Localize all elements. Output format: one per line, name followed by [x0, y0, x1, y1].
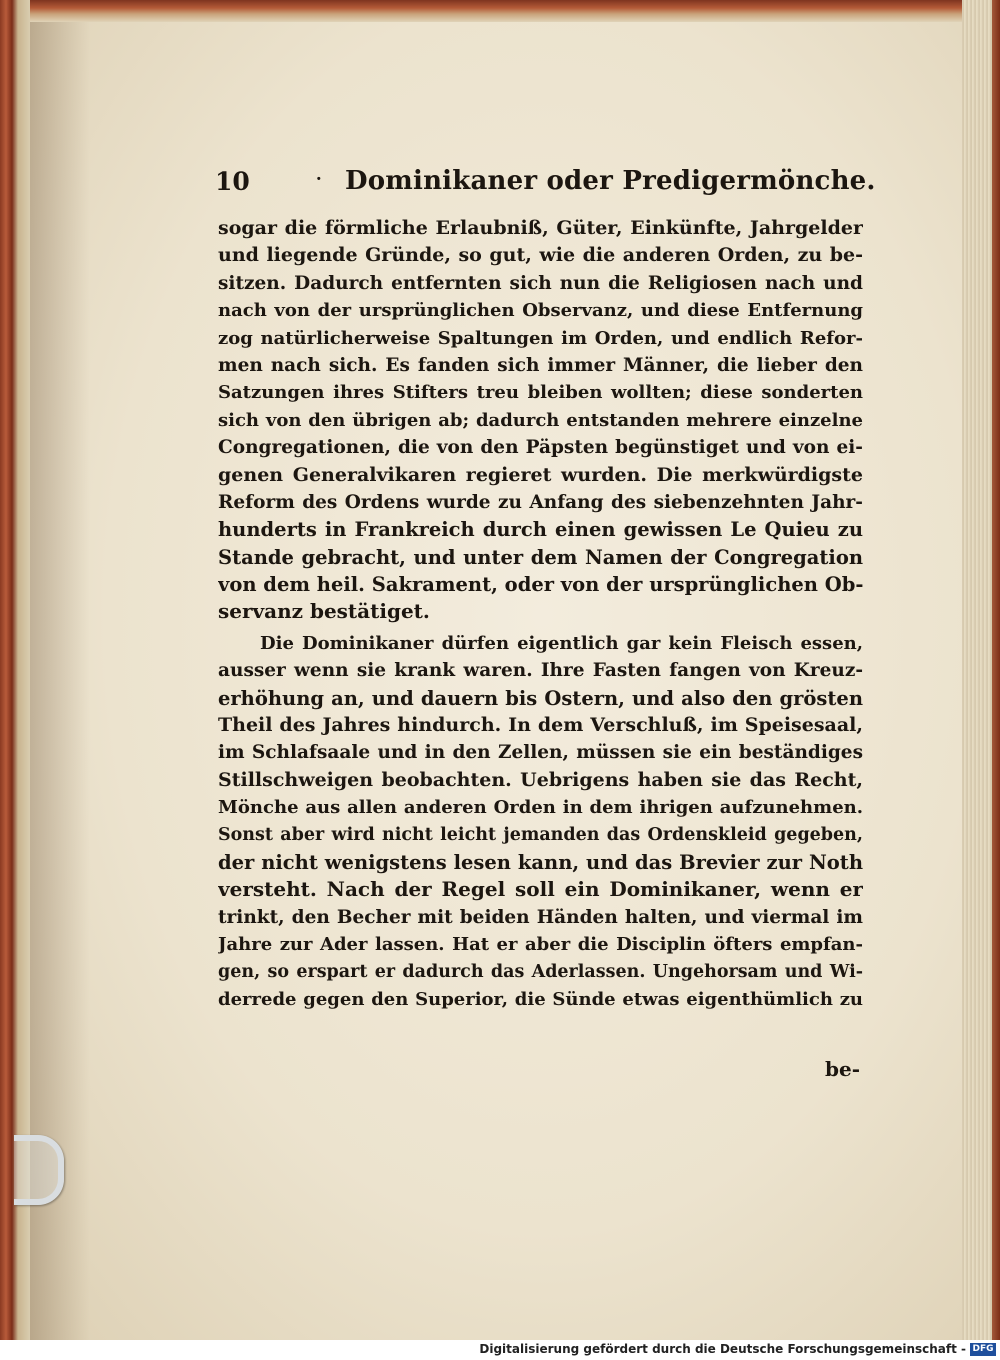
- text-line: zog natürlicherweise Spaltungen im Orden, und endlich Refor-: [218, 327, 863, 349]
- text-line: der nicht wenigstens lesen kann, und das Brevier zur Noth: [218, 850, 863, 874]
- text-line: trinkt, den Becher mit beiden Händen halten, und viermal im: [218, 906, 863, 928]
- text-line: sitzen. Dadurch entfernten sich nun die Religiosen nach und: [218, 272, 863, 294]
- text-line: Die Dominikaner dürfen eigentlich gar kein Fleisch essen,: [260, 632, 863, 654]
- text-line: von dem heil. Sakrament, oder von der ursprünglichen Ob-: [218, 573, 863, 597]
- running-header: [215, 163, 876, 203]
- header-dot: ·: [315, 165, 323, 193]
- text-line: gen, so erspart er dadurch das Aderlassen. Ungehorsam und Wi-: [218, 961, 863, 982]
- text-line: Reform des Ordens wurde zu Anfang des siebenzehnten Jahr-: [218, 491, 863, 513]
- paragraph-2: [218, 630, 863, 1013]
- text-line: und liegende Gründe, so gut, wie die anderen Orden, zu be-: [218, 244, 863, 267]
- page-number: 10: [215, 167, 250, 196]
- text-line: versteht. Nach der Regel soll ein Dominikaner, wenn er: [218, 877, 863, 902]
- text-line: Satzungen ihres Stifters treu bleiben wollten; diese sonderten: [218, 382, 863, 404]
- text-line: erhöhung an, und dauern bis Ostern, und also den grösten: [218, 686, 863, 710]
- text-line: sich von den übrigen ab; dadurch entstanden mehrere einzelne: [218, 409, 863, 431]
- text-line: Mönche aus allen anderen Orden in dem ihrigen aufzunehmen.: [218, 797, 863, 819]
- text-line: im Schlafsaale und in den Zellen, müssen sie ein beständiges: [218, 742, 863, 764]
- text-line: Congregationen, die von den Päpsten begünstiget und von ei-: [218, 437, 863, 459]
- text-line: Jahre zur Ader lassen. Hat er aber die Disciplin öfters empfan-: [218, 934, 863, 956]
- footer-bar: [0, 1340, 1000, 1360]
- page-edges: [962, 0, 1000, 1340]
- text-line: ausser wenn sie krank waren. Ihre Fasten fangen von Kreuz-: [218, 660, 863, 682]
- body-text: [218, 215, 863, 1013]
- text-line: Stillschweigen beobachten. Uebrigens haben sie das Recht,: [218, 768, 863, 791]
- book-top-edge: [0, 0, 1000, 22]
- paragraph-1: [218, 215, 863, 626]
- text-line: hunderts in Frankreich durch einen gewissen Le Quieu zu: [218, 518, 863, 542]
- text-line: Sonst aber wird nicht leicht jemanden das Ordenskleid gegeben,: [218, 824, 863, 845]
- text-line: men nach sich. Es fanden sich immer Männer, die lieber den: [218, 354, 863, 376]
- running-title: Dominikaner oder Predigermönche.: [345, 166, 876, 196]
- text-line: sogar die förmliche Erlaubniß, Güter, Einkünfte, Jahrgelder: [218, 217, 863, 239]
- text-line: genen Generalvikaren regieret wurden. Die merkwürdigste: [218, 463, 863, 486]
- dfg-logo-icon: DFG: [970, 1343, 996, 1356]
- catchword: be-: [824, 1057, 860, 1081]
- funding-credit: Digitalisierung gefördert durch die Deutsche Forschungsgemeinschaft -: [479, 1342, 966, 1356]
- text-line: Stande gebracht, und unter dem Namen der Congregation: [218, 545, 863, 569]
- page-clip-icon: [14, 1135, 64, 1205]
- text-line: nach von der ursprünglichen Observanz, und diese Entfernung: [218, 300, 863, 322]
- text-line: servanz bestätiget.: [218, 599, 430, 624]
- text-line: Theil des Jahres hindurch. In dem Verschluß, im Speisesaal,: [218, 714, 863, 737]
- text-line: derrede gegen den Superior, die Sünde etwas eigenthümlich zu: [218, 988, 863, 1010]
